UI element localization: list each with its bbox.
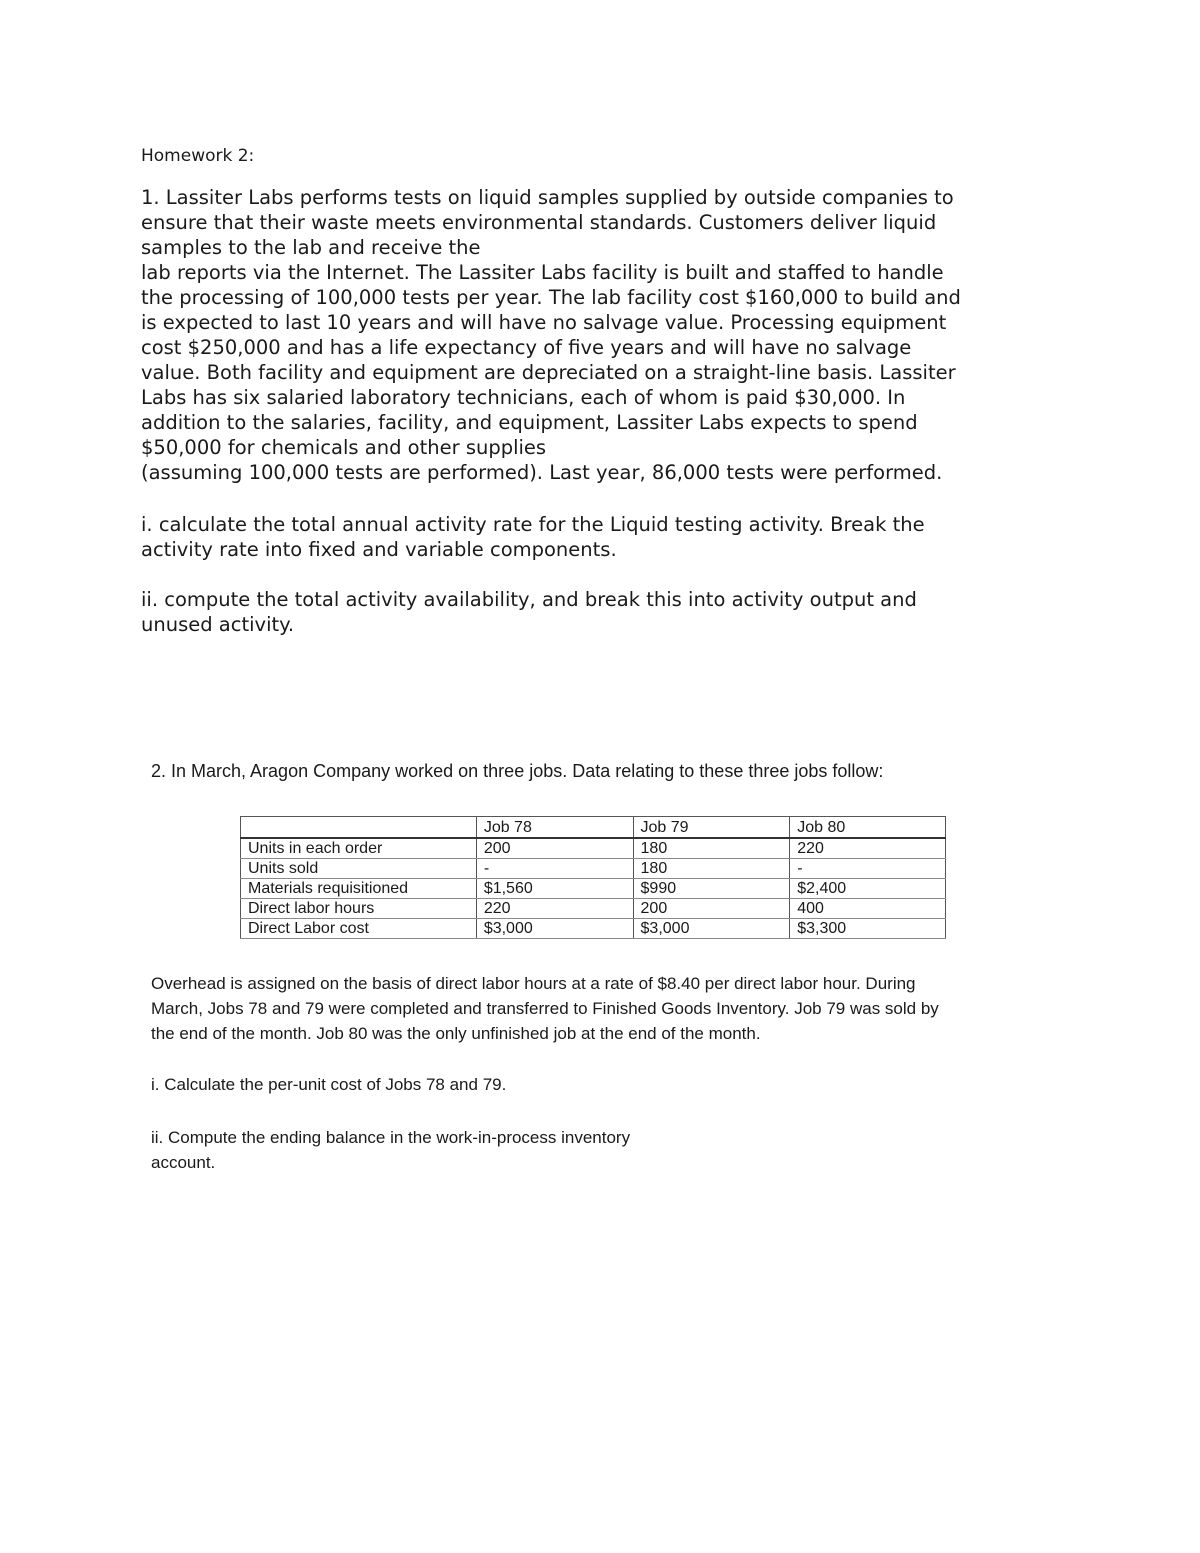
question-1-part-i: i. calculate the total annual activity rate for the Liquid testing activity. Break the <box>141 513 925 536</box>
question-2-part-ii: ii. Compute the ending balance in the work-in-process inventory <box>151 1128 631 1147</box>
row-label: Direct Labor cost <box>241 919 477 939</box>
table-cell: $3,000 <box>633 919 790 939</box>
question-1-part-i: activity rate into fixed and variable components. <box>141 538 617 561</box>
job-data-table <box>240 816 946 939</box>
question-1-line: 1. Lassiter Labs performs tests on liquid samples supplied by outside companies to <box>141 186 954 209</box>
overhead-paragraph-line: Overhead is assigned on the basis of direct labor hours at a rate of $8.40 per direct labor hour. During <box>151 974 916 993</box>
question-1-line: samples to the lab and receive the <box>141 236 481 259</box>
table-cell: $2,400 <box>790 879 946 899</box>
overhead-paragraph-line: the end of the month. Job 80 was the only unfinished job at the end of the month. <box>151 1024 761 1043</box>
question-1-line: cost $250,000 and has a life expectancy of five years and will have no salvage <box>141 336 912 359</box>
question-1-line: Labs has six salaried laboratory technicians, each of whom is paid $30,000. In <box>141 386 906 409</box>
table-cell: 180 <box>633 859 790 879</box>
row-label: Materials requisitioned <box>241 879 477 899</box>
question-1-part-ii: ii. compute the total activity availability, and break this into activity output and <box>141 588 917 611</box>
header-cell: Job 80 <box>790 817 946 839</box>
question-1-line: value. Both facility and equipment are depreciated on a straight-line basis. Lassiter <box>141 361 956 384</box>
header-cell <box>241 817 477 839</box>
header-cell: Job 78 <box>476 817 633 839</box>
table-cell: 400 <box>790 899 946 919</box>
table-cell: $3,000 <box>476 919 633 939</box>
question-1-line: $50,000 for chemicals and other supplies <box>141 436 547 459</box>
table-cell: 220 <box>476 899 633 919</box>
row-label: Units sold <box>241 859 477 879</box>
question-1-line: ensure that their waste meets environmental standards. Customers deliver liquid <box>141 211 937 234</box>
table-cell: $990 <box>633 879 790 899</box>
question-1-line: addition to the salaries, facility, and equipment, Lassiter Labs expects to spend <box>141 411 918 434</box>
question-1-line: lab reports via the Internet. The Lassiter Labs facility is built and staffed to handle <box>141 261 944 284</box>
question-1-part-ii: unused activity. <box>141 613 295 636</box>
question-1-line: is expected to last 10 years and will have no salvage value. Processing equipment <box>141 311 947 334</box>
question-2-part-ii: account. <box>151 1153 216 1172</box>
table-cell: $1,560 <box>476 879 633 899</box>
table-cell: 220 <box>790 838 946 859</box>
row-label: Direct labor hours <box>241 899 477 919</box>
header-cell: Job 79 <box>633 817 790 839</box>
page-title: Homework 2: <box>141 146 255 166</box>
table-cell: - <box>790 859 946 879</box>
table-row <box>241 838 946 859</box>
table-row <box>241 919 946 939</box>
table-cell: 200 <box>476 838 633 859</box>
overhead-paragraph-line: March, Jobs 78 and 79 were completed and transferred to Finished Goods Inventory. Job 79 was sold by <box>151 999 939 1018</box>
question-1-line: the processing of 100,000 tests per year. The lab facility cost $160,000 to build and <box>141 286 961 309</box>
table-cell: - <box>476 859 633 879</box>
table-cell: $3,300 <box>790 919 946 939</box>
table-header-row <box>241 817 946 839</box>
table-cell: 200 <box>633 899 790 919</box>
row-label: Units in each order <box>241 838 477 859</box>
question-2-part-i: i. Calculate the per-unit cost of Jobs 78 and 79. <box>151 1075 507 1094</box>
table-row <box>241 859 946 879</box>
question-1-line: (assuming 100,000 tests are performed). Last year, 86,000 tests were performed. <box>141 461 943 484</box>
table-cell: 180 <box>633 838 790 859</box>
table-row <box>241 899 946 919</box>
question-2-intro: 2. In March, Aragon Company worked on three jobs. Data relating to these three jobs follow: <box>151 761 884 781</box>
table-row <box>241 879 946 899</box>
